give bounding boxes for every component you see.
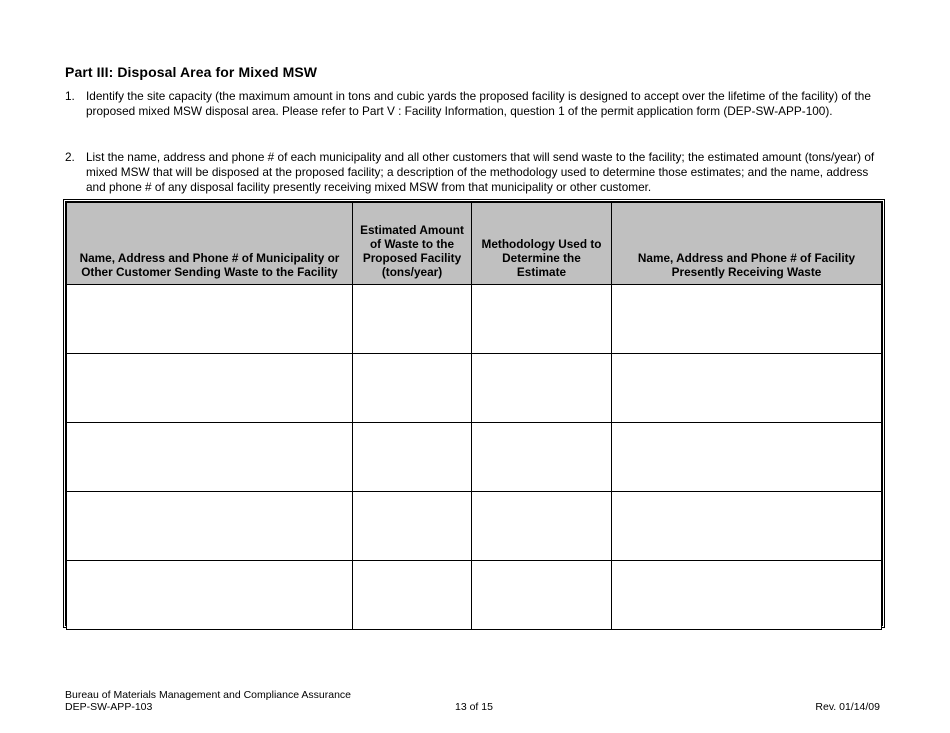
customer-waste-table	[63, 199, 885, 628]
footer-revision: Rev. 01/14/09	[815, 701, 880, 713]
header-methodology: Methodology Used to Determine the Estimate	[472, 203, 612, 285]
footer-page-number: 13 of 15	[455, 701, 493, 713]
cell-customer[interactable]	[67, 492, 353, 561]
cell-customer[interactable]	[67, 423, 353, 492]
cell-receiving-facility[interactable]	[612, 561, 882, 630]
question-number: 1.	[65, 89, 75, 103]
cell-customer[interactable]	[67, 561, 353, 630]
question-1	[65, 89, 888, 119]
question-text: List the name, address and phone # of each municipality and all other customers that will send waste to the facility; the estimated amount (tons/year) of mixed MSW that will be disposed at the proposed facility; a description of the methodology used to determine those estimates; and the name, address and phone # of any disposal facility presently receiving mixed MSW from that municipality or other customer.	[86, 150, 875, 194]
table-row	[67, 354, 882, 423]
cell-methodology[interactable]	[472, 354, 612, 423]
page-title: Part III: Disposal Area for Mixed MSW	[65, 64, 318, 80]
table-row	[67, 285, 882, 354]
cell-estimated-amount[interactable]	[353, 423, 472, 492]
cell-estimated-amount[interactable]	[353, 492, 472, 561]
cell-methodology[interactable]	[472, 561, 612, 630]
header-estimated-amount: Estimated Amount of Waste to the Proposed Facility (tons/year)	[353, 203, 472, 285]
cell-receiving-facility[interactable]	[612, 354, 882, 423]
cell-methodology[interactable]	[472, 423, 612, 492]
table-row	[67, 423, 882, 492]
table-row	[67, 561, 882, 630]
footer-bureau: Bureau of Materials Management and Compliance Assurance	[65, 689, 351, 701]
table-header-row	[67, 203, 882, 285]
cell-estimated-amount[interactable]	[353, 354, 472, 423]
cell-methodology[interactable]	[472, 285, 612, 354]
cell-customer[interactable]	[67, 354, 353, 423]
header-receiving-facility: Name, Address and Phone # of Facility Presently Receiving Waste	[612, 203, 882, 285]
table-row	[67, 492, 882, 561]
header-customer: Name, Address and Phone # of Municipality or Other Customer Sending Waste to the Facility	[67, 203, 353, 285]
cell-customer[interactable]	[67, 285, 353, 354]
cell-receiving-facility[interactable]	[612, 492, 882, 561]
cell-estimated-amount[interactable]	[353, 285, 472, 354]
question-number: 2.	[65, 150, 75, 164]
cell-methodology[interactable]	[472, 492, 612, 561]
cell-estimated-amount[interactable]	[353, 561, 472, 630]
footer-form-id: DEP-SW-APP-103	[65, 701, 153, 713]
question-2	[65, 150, 888, 195]
cell-receiving-facility[interactable]	[612, 423, 882, 492]
cell-receiving-facility[interactable]	[612, 285, 882, 354]
question-text: Identify the site capacity (the maximum amount in tons and cubic yards the proposed facility is designed to accept over the lifetime of the facility) of the proposed mixed MSW disposal area. Please refer to Part V : Facility Information, question 1 of the permit application form (DEP-SW-APP-100).	[86, 89, 871, 118]
